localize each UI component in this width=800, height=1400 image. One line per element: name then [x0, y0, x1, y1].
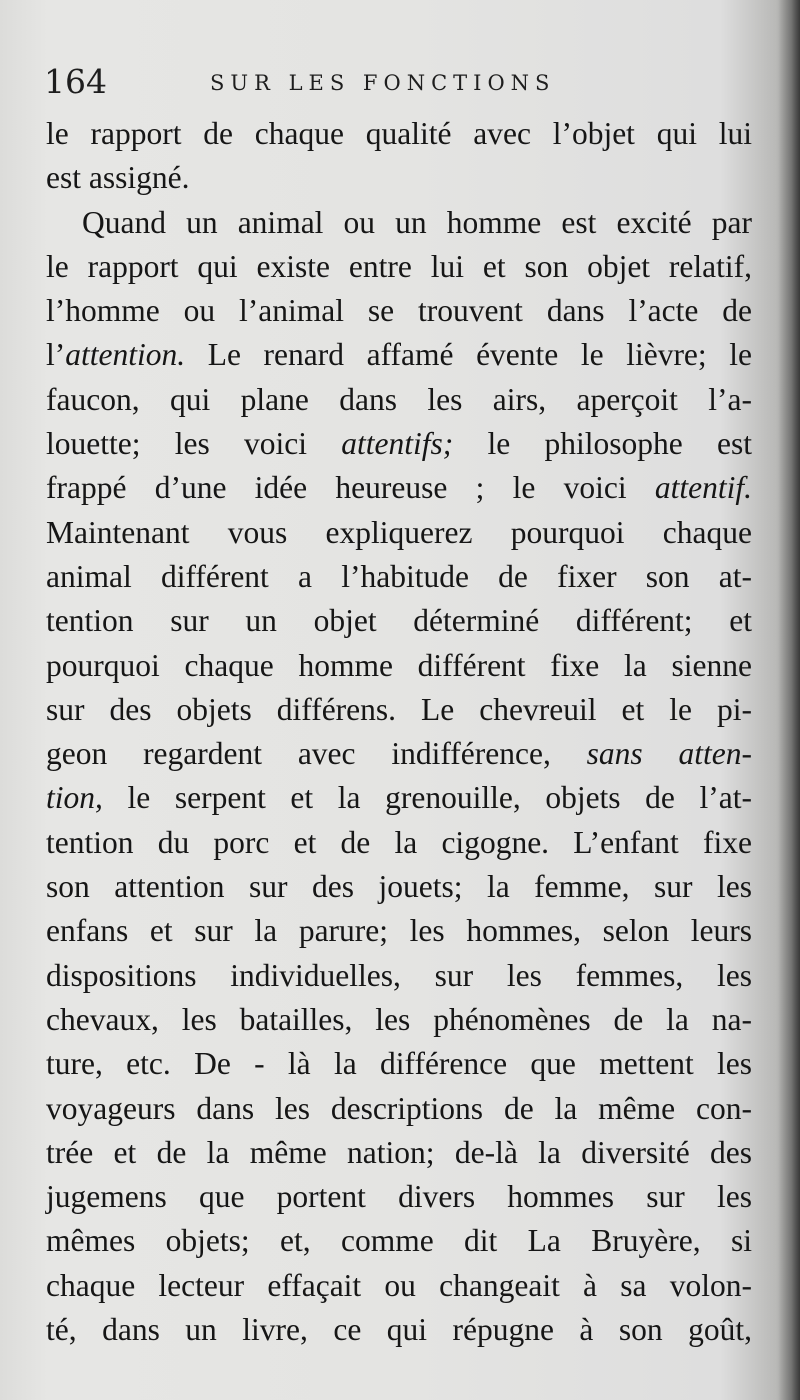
text-line: trée et de la même nation; de-là la diversité des — [46, 1134, 752, 1170]
text-line: Maintenant vous expliquerez pourquoi chaque — [46, 514, 752, 550]
text-line: jugemens que portent divers hommes sur les — [46, 1179, 752, 1215]
italic-text: tion, — [46, 780, 103, 816]
text-line: mêmes objets; et, comme dit La Bruyère, si — [46, 1223, 752, 1259]
text-line: chevaux, les batailles, les phénomènes de la na- — [46, 1001, 752, 1037]
text-line: l’homme ou l’animal se trouvent dans l’acte de — [46, 293, 752, 329]
text-line: le rapport de chaque qualité avec l’objet qui lui — [46, 116, 752, 151]
page-edge-shadow — [778, 0, 800, 1400]
text-line: son attention sur des jouets; la femme, sur les — [46, 869, 752, 905]
text-line: est assigné. — [46, 160, 190, 196]
italic-text: attention. — [65, 337, 186, 373]
body-text — [46, 112, 752, 1352]
text-line — [46, 333, 752, 377]
text-line: pourquoi chaque homme différent fixe la sienne — [46, 647, 752, 683]
italic-text: attentif. — [654, 470, 752, 506]
text-line: faucon, qui plane dans les airs, aperçoit l’a- — [46, 381, 752, 417]
text-line: enfans et sur la parure; les hommes, selon leurs — [46, 913, 752, 949]
text-line: tention sur un objet déterminé différent; et — [46, 603, 752, 639]
text-line: ture, etc. De - là la différence que mettent les — [46, 1046, 752, 1082]
italic-text: attentifs; — [341, 426, 454, 462]
text-line: le rapport qui existe entre lui et son objet relatif, — [46, 248, 752, 284]
text-run: l’ — [46, 337, 66, 373]
text-line: chaque lecteur effaçait ou changeait à sa volon- — [46, 1267, 752, 1303]
text-line: animal différent a l’habitude de fixer son at- — [46, 558, 752, 594]
text-run: louette; les voici — [46, 426, 342, 462]
text-run: geon regardent avec indifférence, — [46, 736, 587, 772]
text-run: le serpent et la grenouille, objets de l’at- — [102, 780, 752, 816]
text-line: tention du porc et de la cigogne. L’enfant fixe — [46, 824, 752, 860]
text-run: frappé d’une idée heureuse ; le voici — [46, 470, 655, 506]
text-line — [46, 422, 752, 466]
text-line: voyageurs dans les descriptions de la même con- — [46, 1090, 752, 1126]
text-run: Le renard affamé évente le lièvre; le — [185, 337, 752, 373]
running-header — [44, 62, 604, 102]
page-number: 164 — [44, 62, 107, 101]
text-run: le philosophe est — [453, 426, 752, 462]
text-line: dispositions individuelles, sur les femmes, les — [46, 957, 752, 993]
text-line: té, dans un livre, ce qui répugne à son goût, — [46, 1312, 752, 1348]
italic-text: sans atten- — [586, 736, 752, 772]
text-line — [46, 776, 752, 820]
text-line — [46, 466, 752, 510]
running-title: SUR LES FONCTIONS — [210, 71, 556, 95]
text-line — [46, 732, 752, 776]
text-line: sur des objets différens. Le chevreuil et le pi- — [46, 691, 752, 727]
text-line: Quand un animal ou un homme est excité par — [82, 204, 752, 240]
